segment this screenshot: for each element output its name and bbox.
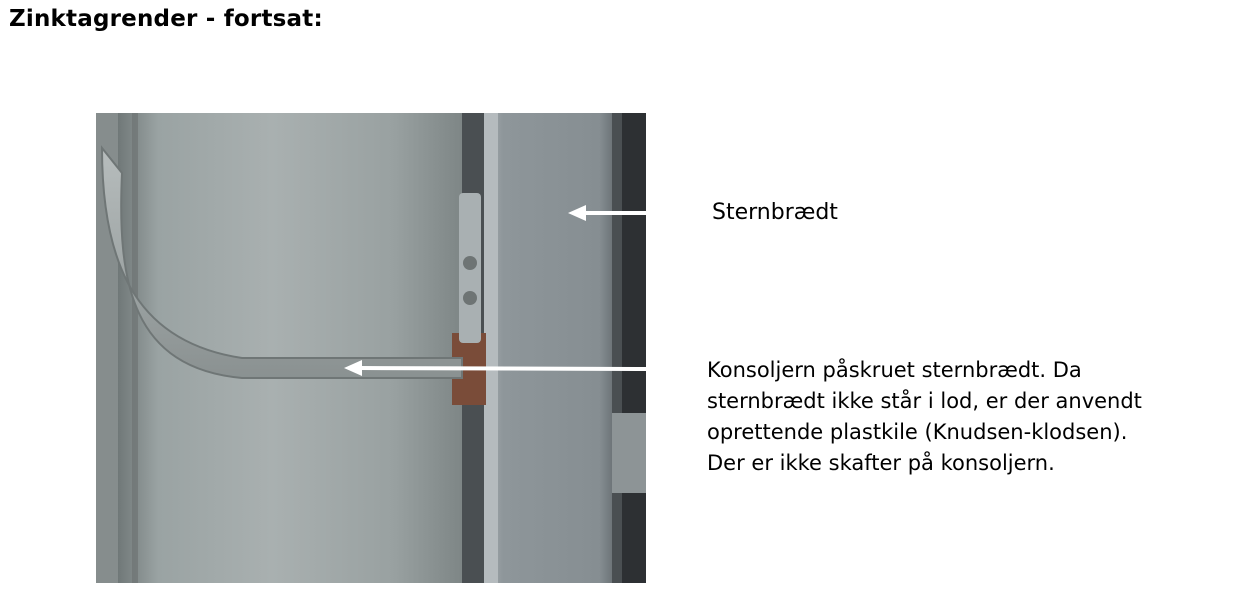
label-konsoljern-line: Konsoljern påskruet sternbrædt. Da [707,358,1082,382]
label-konsoljern-line: oprettende plastkile (Knudsen-klodsen). [707,420,1128,444]
gutter-bracket-photo [22,113,646,583]
label-konsoljern-line: sternbrædt ikke står i lod, er der anvendt [707,389,1142,413]
label-sternbraedt: Sternbrædt [712,200,838,225]
label-konsoljern-line: Der er ikke skafter på konsoljern. [707,451,1055,475]
label-konsoljern [707,355,1142,479]
page-title: Zinktagrender - fortsat: [9,6,323,32]
